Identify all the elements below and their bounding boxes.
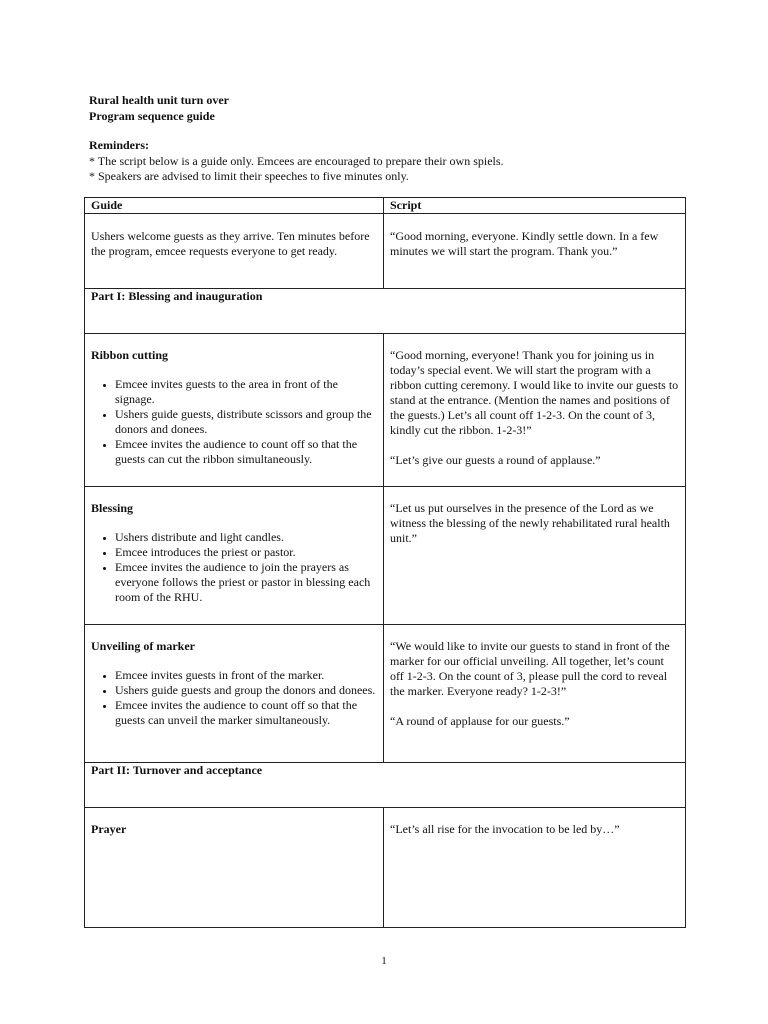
table-row-blessing (85, 487, 686, 625)
script-text: “Good morning, everyone! Thank you for joining us in today’s special event. We will start the program with a ribbon cutting ceremony. I would like to invite our guests to stand at the entrance. (Mention the names and positions of the guests.) Let’s all count off 1-2-3. On the count of 3, kindly cut the ribbon. 1-2-3!” (390, 348, 679, 437)
document-heading (89, 93, 229, 124)
document-title: Rural health unit turn over (89, 93, 230, 107)
intro-guide-cell: Ushers welcome guests as they arrive. Ten minutes before the program, emcee requests everyone to get ready. (85, 214, 384, 289)
list-item: • Ushers guide guests and group the donors and donees. (115, 683, 377, 698)
marker-title: Unveiling of marker (91, 639, 195, 653)
blessing-script-cell (384, 487, 686, 625)
list-item: • Ushers distribute and light candles. (115, 530, 377, 545)
marker-guide-cell (85, 625, 384, 763)
list-item: • Emcee invites the audience to count off so that the guests can cut the ribbon simultaneously. (115, 437, 377, 467)
list-item: • Emcee invites the audience to count off so that the guests can unveil the marker simultaneously. (115, 698, 377, 728)
prayer-title: Prayer (91, 822, 127, 836)
list-item: • Emcee invites guests in front of the marker. (115, 668, 377, 683)
document-subtitle: Program sequence guide (89, 108, 215, 123)
column-header-guide: Guide (85, 198, 384, 214)
marker-script-cell (384, 625, 686, 763)
reminders-title: Reminders: (89, 138, 149, 152)
blessing-guide-cell (85, 487, 384, 625)
blessing-steps-list (91, 530, 377, 605)
table-row-ribbon (85, 334, 686, 487)
list-item: • Emcee invites the audience to join the prayers as everyone follows the priest or pastor in blessing each room of the RHU. (115, 560, 377, 605)
table-row-prayer (85, 808, 686, 928)
ribbon-script-cell (384, 334, 686, 487)
table-row-marker (85, 625, 686, 763)
reminder-line: * The script below is a guide only. Emcees are encouraged to prepare their own spiels. (89, 154, 504, 168)
reminder-line: * Speakers are advised to limit their speeches to five minutes only. (89, 169, 409, 183)
section-row-part2 (85, 763, 686, 808)
table-header-row (85, 198, 686, 214)
ribbon-guide-cell (85, 334, 384, 487)
part2-heading: Part II: Turnover and acceptance (85, 763, 686, 808)
list-item: • Ushers guide guests, distribute scissors and group the donors and donees. (115, 407, 377, 437)
marker-steps-list (91, 668, 377, 728)
prayer-script-cell (384, 808, 686, 928)
ribbon-steps-list (91, 377, 377, 467)
list-item: • Emcee introduces the priest or pastor. (115, 545, 377, 560)
script-text: “Let us put ourselves in the presence of the Lord as we witness the blessing of the newly rehabilitated rural health unit.” (390, 501, 670, 545)
section-row-part1 (85, 289, 686, 334)
column-header-script: Script (384, 198, 686, 214)
script-text: “We would like to invite our guests to stand in front of the marker for our official unveiling. All together, let’s count off 1-2-3. On the count of 3, please pull the cord to reveal the marker. Everyone ready? 1-2-3!” (390, 639, 670, 698)
program-sequence-table (84, 197, 686, 928)
reminders-section (89, 138, 504, 184)
table-row-intro (85, 214, 686, 289)
ribbon-title: Ribbon cutting (91, 348, 169, 362)
page-number: 1 (381, 955, 387, 967)
script-text: “A round of applause for our guests.” (390, 714, 570, 728)
blessing-title: Blessing (91, 501, 134, 515)
part1-heading: Part I: Blessing and inauguration (85, 289, 686, 334)
script-text: “Let’s give our guests a round of applause.” (390, 453, 601, 467)
intro-script-cell: “Good morning, everyone. Kindly settle down. In a few minutes we will start the program. Thank you.” (384, 214, 686, 289)
script-text: “Let’s all rise for the invocation to be led by…” (390, 822, 620, 836)
list-item: • Emcee invites guests to the area in front of the signage. (115, 377, 377, 407)
prayer-guide-cell (85, 808, 384, 928)
